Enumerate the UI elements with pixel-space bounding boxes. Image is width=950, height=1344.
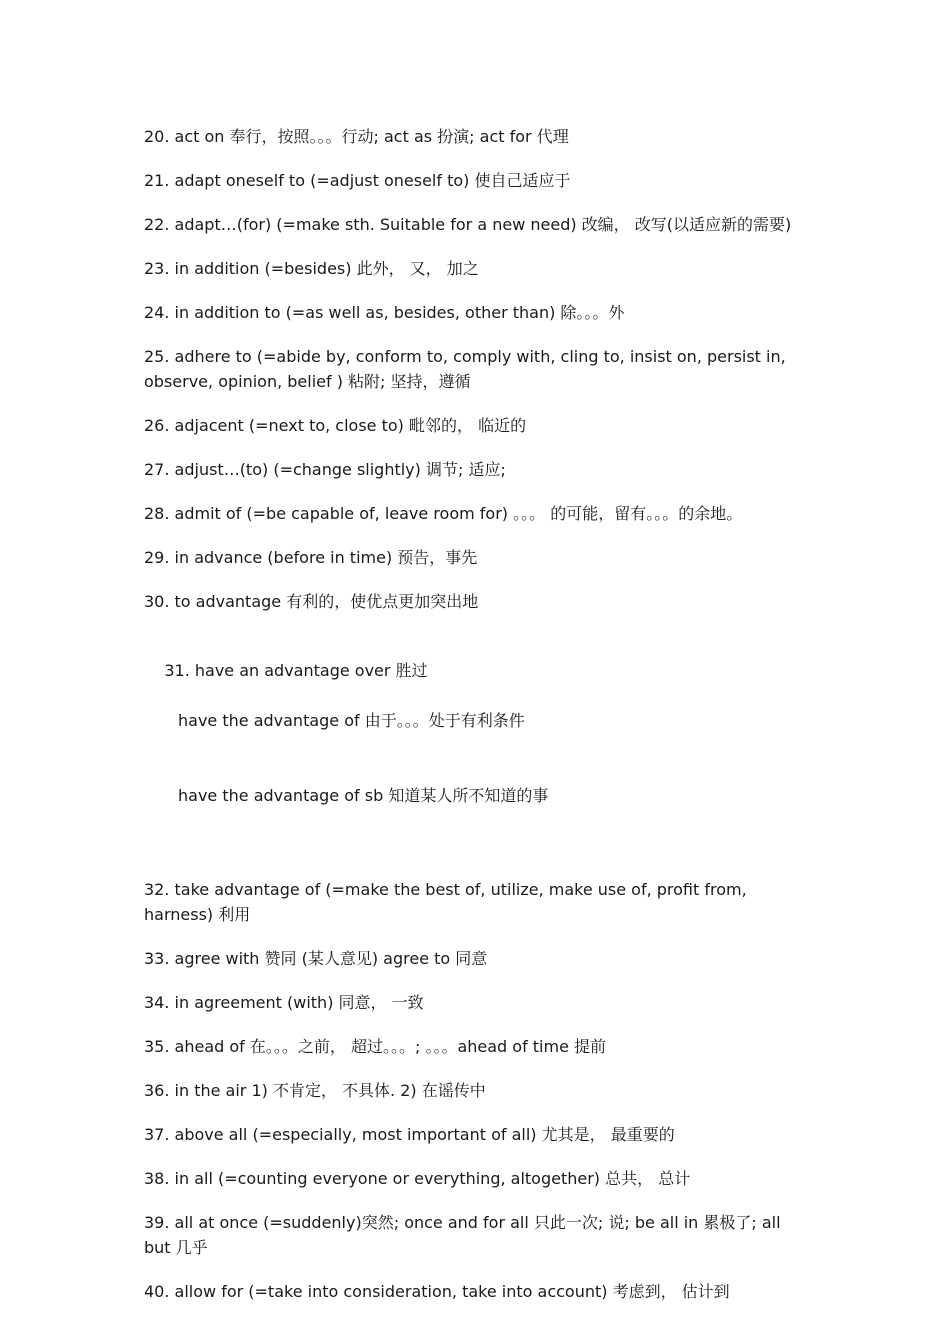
phrase-entry-30: 30. to advantage 有利的，使优点更加突出地: [144, 592, 479, 611]
phrase-entry-32: 32. take advantage of (=make the best of, utilize, make use of, profit from, harness) 利用: [144, 880, 752, 924]
phrase-entry-26: 26. adjacent (=next to, close to) 毗邻的， 临近的: [144, 416, 527, 435]
phrase-entry-23: 23. in addition (=besides) 此外， 又， 加之: [144, 259, 479, 278]
phrase-entry-31: [144, 633, 806, 858]
phrase-entry-20: 20. act on 奉行，按照。。。行动; act as 扮演; act for 代理: [144, 127, 569, 146]
phrase-entry-36: 36. in the air 1) 不肯定， 不具体. 2) 在谣传中: [144, 1081, 486, 1100]
phrase-entry-31-sub2: have the advantage of sb 知道某人所不知道的事: [178, 786, 549, 805]
phrase-entry-33: 33. agree with 赞同 (某人意见) agree to 同意: [144, 949, 488, 968]
phrase-entry-27: 27. adjust…(to) (=change slightly) 调节; 适应;: [144, 460, 506, 479]
phrase-entry-29: 29. in advance (before in time) 预告，事先: [144, 548, 478, 567]
phrase-entry-31-main: 31. have an advantage over 胜过: [164, 661, 428, 680]
phrase-entry-25: 25. adhere to (=abide by, conform to, comply with, cling to, insist on, persist in, observe, opinion, belief ) 粘附; 坚持，遵循: [144, 347, 791, 391]
phrase-entry-31-sub1: have the advantage of 由于。。。处于有利条件: [178, 711, 525, 730]
phrase-entry-40: 40. allow for (=take into consideration, take into account) 考虑到， 估计到: [144, 1282, 730, 1301]
phrase-entry-38: 38. in all (=counting everyone or everything, altogether) 总共， 总计: [144, 1169, 691, 1188]
phrase-entry-21: 21. adapt oneself to (=adjust oneself to) 使自己适应于: [144, 171, 571, 190]
phrase-entry-39: 39. all at once (=suddenly)突然; once and for all 只此一次; 说; be all in 累极了; all but 几乎: [144, 1213, 786, 1257]
phrase-entry-28: 28. admit of (=be capable of, leave room for) 。。。 的可能，留有。。。的余地。: [144, 504, 743, 523]
phrase-entry-37: 37. above all (=especially, most important of all) 尤其是， 最重要的: [144, 1125, 675, 1144]
document-page: [144, 124, 806, 1323]
phrase-entry-34: 34. in agreement (with) 同意， 一致: [144, 993, 424, 1012]
phrase-entry-24: 24. in addition to (=as well as, besides, other than) 除。。。外: [144, 303, 625, 322]
phrase-entry-35: 35. ahead of 在。。。之前， 超过。。。; 。。。ahead of time 提前: [144, 1037, 607, 1056]
phrase-entry-22: 22. adapt…(for) (=make sth. Suitable for a new need) 改编， 改写(以适应新的需要): [144, 215, 792, 234]
